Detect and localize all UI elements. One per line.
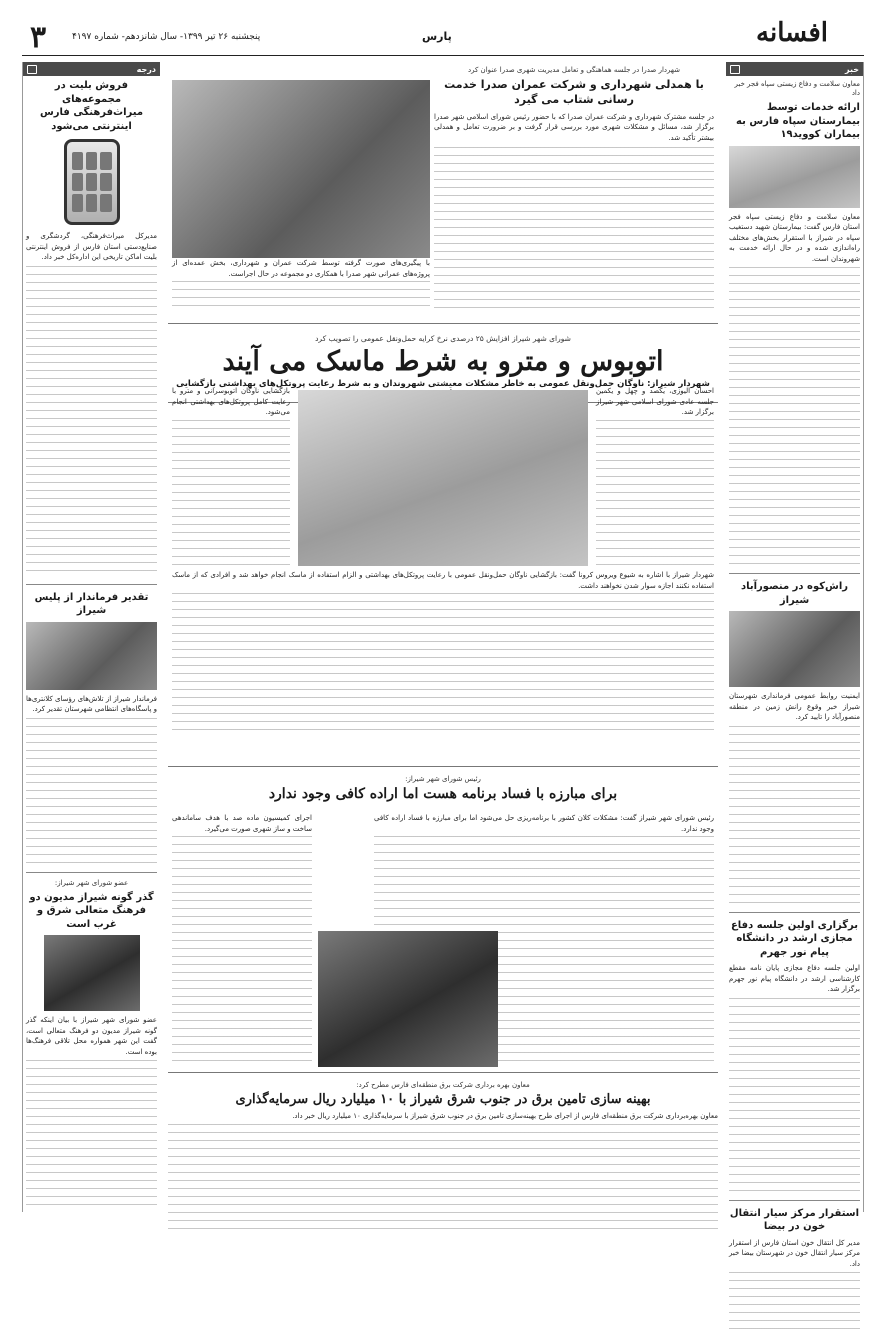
police-ceremony-photo	[26, 622, 157, 690]
divider	[26, 872, 157, 873]
section-title: پارس	[422, 30, 452, 43]
story-body: عضو شورای شهر شیراز با بیان اینکه گذر گونه شیراز مدیون دو فرهنگ متعالی است، گفت این شهر همواره محل تلاقی فرهنگ‌ها بوده است.	[26, 1016, 157, 1056]
lead-text-left	[172, 386, 290, 562]
story-body: در جلسه مشترک شهرداری و شرکت عمران صدرا که با حضور رئیس شورای اسلامی شهر صدرا برگزار شد، مسائل و مشکلات شهری مورد بررسی قرار گرفت و بر ضرورت تعامل و همدلی بیشتر تأکید شد.	[434, 112, 714, 142]
story-body-continued	[729, 267, 860, 567]
story-body-continued	[172, 420, 290, 570]
story-kicker: معاون بهره برداری شرکت برق منطقه‌ای فارس مطرح کرد:	[356, 1081, 530, 1089]
lead-story	[168, 330, 718, 760]
story-body: فرماندار شیراز از تلاش‌های رؤسای کلانتری‌ها و پاسگاه‌های انتظامی شهرستان تقدیر کرد.	[26, 694, 157, 713]
landslide-photo	[729, 611, 860, 687]
book-icon	[27, 65, 37, 74]
story-body: معاون سلامت و دفاع زیستی سپاه فجر استان فارس گفت: بیمارستان شهید دستغیب سپاه در شیراز با استقرار بخش‌های مختلف راه‌اندازی شده و در حال ارائه خدمت به شهروندان است.	[729, 212, 860, 263]
story-body-continued	[596, 420, 714, 570]
top-story-text	[434, 62, 714, 315]
story-headline: بهینه سازی تامین برق در جنوب شرق شیراز با ۱۰ میلیارد ریال سرمایه‌گذاری	[235, 1092, 651, 1108]
story-body: مدیرکل میراث‌فرهنگی، گردشگری و صنایع‌دستی استان فارس از فروش اینترنتی بلیت اماکن تاریخی این اداره‌کل خبر داد.	[26, 232, 157, 261]
lead-headline: اتوبوس و مترو به شرط ماسک می آیند	[222, 345, 664, 377]
story-body: ایمنیت روابط عمومی فرمانداری شهرستان شیراز خبر وقوع رانش زمین در منطقه منصورآباد را تایید کرد.	[729, 692, 860, 722]
lead-subhead: شهردار شیراز: ناوگان حمل‌ونقل عمومی به خاطر مشکلات معیشتی شهروندان و به شرط رعایت پروتکل‌های بهداشتی بازگشایی	[168, 379, 718, 403]
story-body-continued	[26, 1060, 157, 1210]
story-body-continued	[434, 147, 714, 315]
story-body-continued	[172, 593, 714, 733]
story-body-continued	[172, 836, 312, 1066]
story-headline: فروش بلیت در مجموعه‌های میراث‌فرهنگی فارس اینترنتی می‌شود	[39, 80, 144, 132]
story3-side-text	[172, 813, 312, 1069]
council-chairman-portrait	[318, 931, 498, 1067]
smartphone-illustration	[64, 139, 120, 225]
story-headline: برگزاری اولین جلسه دفاع مجازی ارشد در دانشگاه پیام نور جهرم	[730, 919, 859, 958]
lead-text-bottom	[172, 570, 714, 740]
story-body: بازگشایی ناوگان اتوبوسرانی و مترو با رعایت کامل پروتکل‌های بهداشتی انجام می‌شود.	[172, 387, 290, 416]
story-body: رئیس شورای شهر شیراز گفت: مشکلات کلان کشور با برنامه‌ریزی حل می‌شود اما برای مبارزه با فساد اراده کافی وجود ندارد.	[374, 814, 714, 833]
story-body-continued	[172, 281, 430, 311]
top-story	[168, 62, 718, 324]
column-tag	[23, 62, 160, 76]
story-body: احسان الیوزی، یکصد و چهل و یکمین جلسه عادی شورای اسلامی شهر شیراز برگزار شد.	[596, 387, 714, 416]
council-member-portrait	[44, 935, 140, 1011]
right-column	[726, 62, 864, 1268]
page-number: ۳	[30, 20, 47, 55]
story-headline: برای مبارزه با فساد برنامه هست اما اراده کافی وجود ندارد	[268, 786, 618, 803]
story-body: با پیگیری‌های صورت گرفته توسط شرکت عمران و شهرداری، بخش عمده‌ای از پروژه‌های عمرانی شهر صدرا با همکاری دو مجموعه در حال اجراست.	[172, 259, 430, 278]
masthead	[22, 18, 864, 56]
divider	[729, 1200, 860, 1201]
hospital-photo	[729, 146, 860, 208]
news-icon	[730, 65, 740, 74]
story-kicker: شورای شهر شیراز افزایش ۲۵ درصدی نرخ کرایه حمل‌ونقل عمومی را تصویب کرد	[315, 334, 571, 343]
story-headline: راش‌کوه در منصورآباد شیراز	[740, 581, 849, 606]
story-body-continued	[729, 726, 860, 906]
anti-corruption-story	[168, 766, 718, 1066]
council-session-photo	[298, 390, 588, 566]
story-body-continued	[729, 1272, 860, 1336]
power-supply-story	[168, 1072, 718, 1234]
story-headline: گذر گونه شیراز مدیون دو فرهنگ متعالی شرق و غرب است	[29, 891, 154, 930]
column-tag-label: درجه	[136, 64, 156, 74]
story-headline: ارائه خدمات توسط بیمارستان سپاه فارس به بیماران کووید۱۹	[736, 102, 860, 141]
story-headline: استقرار مرکز سیار انتقال خون در بیضا	[729, 1207, 860, 1233]
story-body: معاون بهره‌برداری شرکت برق منطقه‌ای فارس از اجرای طرح بهینه‌سازی تامین برق در جنوب شرق شیراز با سرمایه‌گذاری ۱۰ میلیارد ریال خبر داد.	[292, 1112, 718, 1121]
story-headline: تقدیر فرماندار از پلیس شیراز	[34, 591, 149, 616]
story-body: اولین جلسه دفاع مجازی پایان نامه مقطع کارشناسی ارشد در دانشگاه پیام نور جهرم برگزار شد.	[729, 964, 860, 994]
issue-line: پنجشنبه ۲۶ تیر ۱۳۹۹- سال شانزدهم- شماره ۴۱۹۷	[72, 32, 261, 42]
story-body: شهردار شیراز با اشاره به شیوع ویروس کرونا گفت: بازگشایی ناوگان حمل‌ونقل عمومی با رعایت پروتکل‌های بهداشتی و الزام استفاده از ماسک انجام خواهد شد و افرادی که از ماسک استفاده نکنند اجازه سوار شدن نخواهند داشت.	[172, 571, 714, 590]
column-tag-label: خبر	[844, 64, 859, 74]
newspaper-logo: افسانه	[756, 18, 828, 48]
divider	[26, 584, 157, 585]
story-body-continued	[26, 266, 157, 578]
story-kicker: معاون سلامت و دفاع زیستی سپاه فجر خبر داد	[734, 80, 860, 98]
meeting-photo	[172, 80, 430, 258]
story-body: اجرای کمیسیون ماده صد با هدف ساماندهی ساخت و ساز شهری صورت می‌گیرد.	[172, 814, 312, 833]
lead-text-right	[596, 386, 714, 562]
divider	[729, 912, 860, 913]
story-body: مدیر کل انتقال خون استان فارس از استقرار مرکز سیار انتقال خون در شهرستان بیضا خبر داد.	[729, 1238, 860, 1268]
left-column	[22, 62, 160, 1212]
story-kicker: رئیس شورای شهر شیراز:	[405, 775, 481, 783]
story-body-continued	[729, 998, 860, 1194]
story-kicker: شهردار صدرا در جلسه هماهنگی و تعامل مدیریت شهری صدرا عنوان کرد	[468, 66, 680, 74]
divider	[729, 573, 860, 574]
story-body-continued	[26, 718, 157, 866]
story-kicker: عضو شورای شهر شیراز:	[54, 878, 129, 887]
column-tag	[726, 62, 863, 76]
main-area	[168, 62, 718, 1212]
story-headline: با همدلی شهرداری و شرکت عمران صدرا خدمت رسانی شتاب می گیرد	[444, 78, 704, 106]
story-body-continued	[168, 1124, 718, 1234]
photo-caption-text	[172, 258, 430, 320]
